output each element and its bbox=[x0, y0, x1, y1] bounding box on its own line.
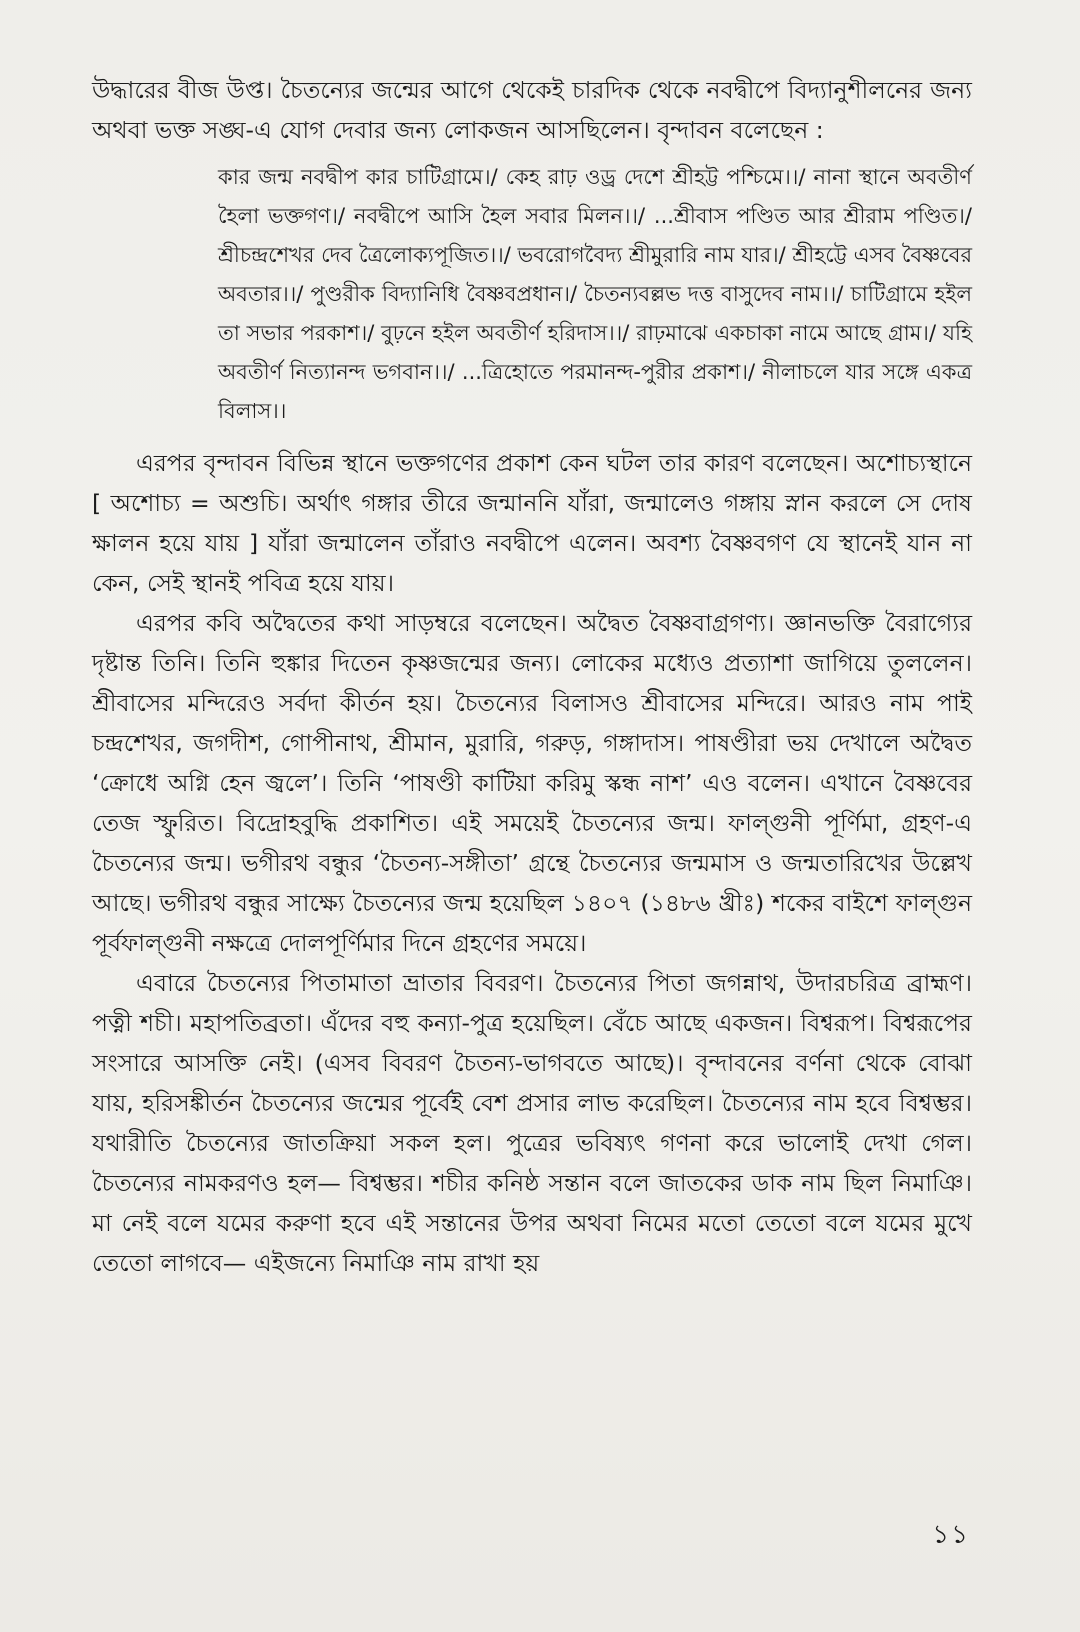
paragraph-4: এবারে চৈতন্যের পিতামাতা ভ্রাতার বিবরণ। চৈতন্যের পিতা জগন্নাথ, উদারচরিত্র ব্রাহ্মণ। পত্নী শচী। মহাপতিব্রতা। এঁদের বহু কন্যা-পুত্র হয়েছিল। বেঁচে আছে একজন। বিশ্বরূপ। বিশ্বরূপের সংসারে আসক্তি নেই। (এসব বিবরণ চৈতন্য-ভাগবতে আছে)। বৃন্দাবনের বর্ণনা থেকে বোঝা যায়, হরিসঙ্কীর্তন চৈতন্যের জন্মের পূর্বেই বেশ প্রসার লাভ করেছিল। চৈতন্যের নাম হবে বিশ্বম্ভর। যথারীতি চৈতন্যের জাতক্রিয়া সকল হল। পুত্রের ভবিষ্যৎ গণনা করে ভালোই দেখা গেল। চৈতন্যের নামকরণও হল— বিশ্বম্ভর। শচীর কনিষ্ঠ সন্তান বলে জাতকের ডাক নাম ছিল নিমাঞি। মা নেই বলে যমের করুণা হবে এই সন্তানের উপর অথবা নিমের মতো তেতো বলে যমের মুখে তেতো লাগবে— এইজন্যে নিমাঞি নাম রাখা হয় bbox=[92, 969, 972, 1277]
paragraph-1: উদ্ধারের বীজ উপ্ত। চৈতন্যের জন্মের আগে থেকেই চারদিক থেকে নবদ্বীপে বিদ্যানুশীলনের জন্য অথবা ভক্ত সঙ্ঘ-এ যোগ দেবার জন্য লোকজন আসছিলেন। বৃন্দাবন বলেছেন : bbox=[92, 76, 972, 144]
page-body bbox=[92, 70, 972, 1283]
page-number: ১১ bbox=[932, 1520, 970, 1550]
verse-quote: কার জন্ম নবদ্বীপ কার চাটিগ্রামে।/ কেহ রাঢ় ওড্র দেশে শ্রীহট্ট পশ্চিমে।।/ নানা স্থানে অবতীর্ণ হৈলা ভক্তগণ।/ নবদ্বীপে আসি হৈল সবার মিলন।।/ ...শ্রীবাস পণ্ডিত আর শ্রীরাম পণ্ডিত।/ শ্রীচন্দ্রশেখর দেব ত্রৈলোক্যপূজিত।।/ ভবরোগবৈদ্য শ্রীমুরারি নাম যার।/ শ্রীহট্টে এসব বৈষ্ণবের অবতার।।/ পুণ্ডরীক বিদ্যানিধি বৈষ্ণবপ্রধান।/ চৈতন্যবল্লভ দত্ত বাসুদেব নাম।।/ চাটিগ্রামে হইল তা সভার পরকাশ।/ বুঢ়নে হইল অবতীর্ণ হরিদাস।।/ রাঢ়মাঝে একচাকা নামে আছে গ্রাম।/ যহি অবতীর্ণ নিত্যানন্দ ভগবান।।/ ...ত্রিহোতে পরমানন্দ-পুরীর প্রকাশ।/ নীলাচলে যার সঙ্গে একত্র বিলাস।। bbox=[218, 165, 972, 423]
paragraph-2: এরপর বৃন্দাবন বিভিন্ন স্থানে ভক্তগণের প্রকাশ কেন ঘটল তার কারণ বলেছেন। অশোচ্যস্থানে [ অশোচ্য = অশুচি। অর্থাৎ গঙ্গার তীরে জন্মাননি যাঁরা, জন্মালেও গঙ্গায় স্নান করলে সে দোষ ক্ষালন হয়ে যায় ] যাঁরা জন্মালেন তাঁরাও নবদ্বীপে এলেন। অবশ্য বৈষ্ণবগণ যে স্থানেই যান না কেন, সেই স্থানই পবিত্র হয়ে যায়। bbox=[92, 449, 972, 597]
paragraph-3: এরপর কবি অদ্বৈতের কথা সাড়ম্বরে বলেছেন। অদ্বৈত বৈষ্ণবাগ্রগণ্য। জ্ঞানভক্তি বৈরাগ্যের দৃষ্টান্ত তিনি। তিনি হুঙ্কার দিতেন কৃষ্ণজন্মের জন্য। লোকের মধ্যেও প্রত্যাশা জাগিয়ে তুললেন। শ্রীবাসের মন্দিরেও সর্বদা কীর্তন হয়। চৈতন্যের বিলাসও শ্রীবাসের মন্দিরে। আরও নাম পাই চন্দ্রশেখর, জগদীশ, গোপীনাথ, শ্রীমান, মুরারি, গরুড়, গঙ্গাদাস। পাষণ্ডীরা ভয় দেখালে অদ্বৈত ‘ক্রোধে অগ্নি হেন জ্বলে’। তিনি ‘পাষণ্ডী কাটিয়া করিমু স্কন্ধ নাশ’ এও বলেন। এখানে বৈষ্ণবের তেজ স্ফুরিত। বিদ্রোহবুদ্ধি প্রকাশিত। এই সময়েই চৈতন্যের জন্ম। ফাল্গুনী পূর্ণিমা, গ্রহণ-এ চৈতন্যের জন্ম। ভগীরথ বন্ধুর ‘চৈতন্য-সঙ্গীতা’ গ্রন্থে চৈতন্যের জন্মমাস ও জন্মতারিখের উল্লেখ আছে। ভগীরথ বন্ধুর সাক্ষ্যে চৈতন্যের জন্ম হয়েছিল ১৪০৭ (১৪৮৬ খ্রীঃ) শকের বাইশে ফাল্গুন পূর্বফাল্গুনী নক্ষত্রে দোলপূর্ণিমার দিনে গ্রহণের সময়ে। bbox=[92, 609, 972, 957]
